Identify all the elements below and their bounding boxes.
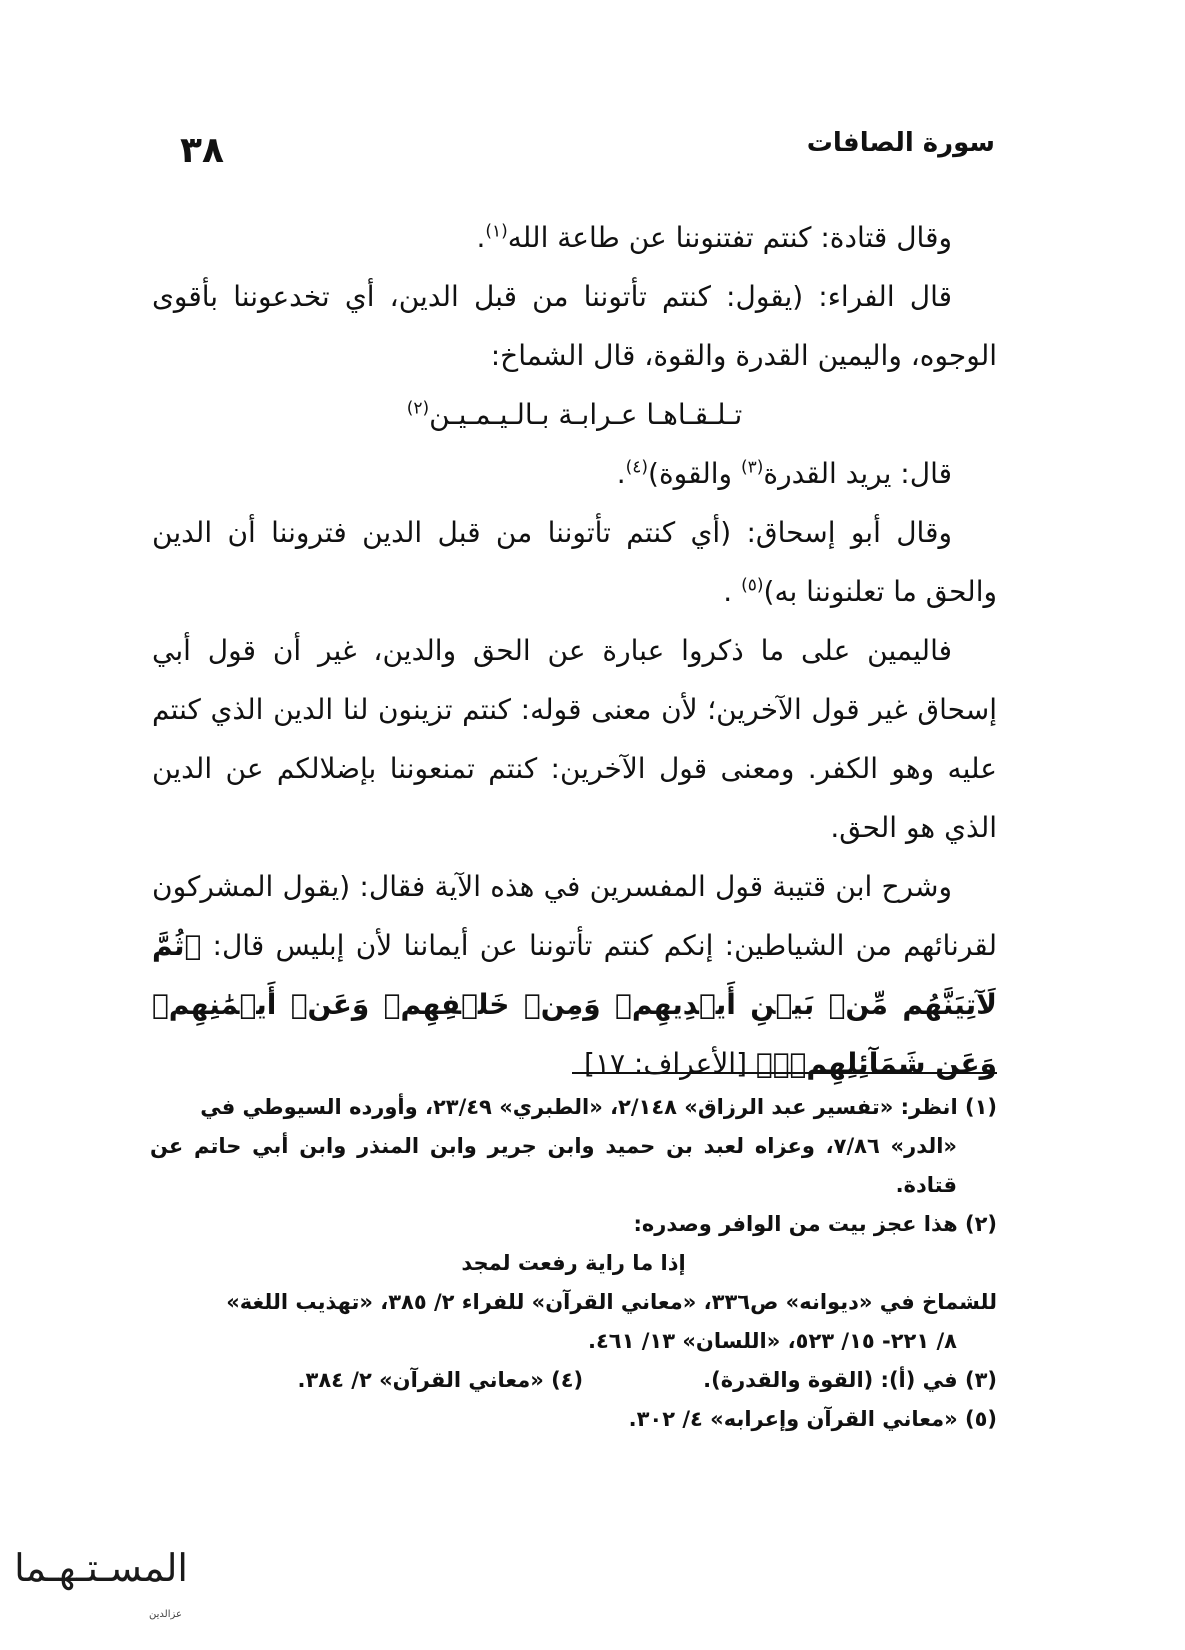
surah-title: سورة الصافات bbox=[806, 128, 995, 158]
footnotes bbox=[150, 1088, 997, 1439]
paragraph-text: قال: يريد القدرة bbox=[763, 457, 952, 490]
footnote-ref: (٣) bbox=[740, 457, 764, 478]
footnote-5: (٥) «معاني القرآن وإعرابه» ٤/ ٣٠٢. bbox=[628, 1407, 997, 1431]
footnote-2-continuation: ٨/ ٢٢١- ١٥/ ٥٢٣، «اللسان» ١٣/ ٤٦١. bbox=[587, 1329, 957, 1353]
footnote-ref: (١) bbox=[485, 221, 508, 242]
footnote-3-4 bbox=[150, 1361, 997, 1400]
paragraph-abu-ishaq bbox=[152, 503, 997, 621]
paragraph-end: . bbox=[476, 221, 486, 254]
page-header bbox=[150, 122, 1035, 182]
footnote-line: (١) انظر: «تفسير عبد الرزاق» ٢/١٤٨، «الطبري» ٢٣/٤٩، وأورده السيوطي في bbox=[200, 1095, 997, 1119]
paragraph-text: والقوة) bbox=[648, 457, 741, 490]
footnote-2-verse: إذا ما راية رفعت لمجد bbox=[461, 1251, 686, 1275]
verse-reference: [الأعراف: ١٧] bbox=[584, 1047, 747, 1080]
verse-text: تـلـقـاهـا عـرابـة بـالـيـمـيـن bbox=[429, 398, 743, 431]
footnote-1-continuation: «الدر» ٧/٨٦، وعزاه لعبد بن حميد وابن جرير وابن المنذر وابن أبي حاتم عن قتادة. bbox=[150, 1134, 957, 1197]
paragraph-meaning bbox=[152, 444, 997, 503]
paragraph-qatada bbox=[152, 208, 997, 267]
paragraph-text: وشرح ابن قتيبة قول المفسرين في هذه الآية فقال: (يقول المشركون لقرنائهم من الشياطين: إنكم كنتم تأتوننا عن أيماننا لأن إبليس قال: bbox=[152, 870, 997, 962]
footnote-1 bbox=[150, 1088, 997, 1127]
footnote-3: (٣) في (أ): (القوة والقدرة). bbox=[703, 1368, 997, 1392]
footnote-2: (٢) هذا عجز بيت من الوافر وصدره: bbox=[633, 1212, 997, 1236]
paragraph-line-1: قال الفراء: (يقول: كنتم تأتوننا من قبل الدين، أي تخدعوننا بأقوى bbox=[152, 280, 952, 313]
footnote-ref: (٢) bbox=[406, 398, 430, 419]
paragraph-line-2: الوجوه، واليمين القدرة والقوة، قال الشماخ: bbox=[490, 339, 997, 372]
footnote-ref: (٤) bbox=[625, 457, 649, 478]
publisher-logo bbox=[14, 1540, 188, 1620]
paragraph-line-2: والحق ما تعلنوننا به) bbox=[763, 575, 997, 608]
footnote-ref: (٥) bbox=[741, 575, 764, 596]
paragraph-text: وقال قتادة: كنتم تفتنوننا عن طاعة الله bbox=[507, 221, 952, 254]
main-text bbox=[152, 208, 997, 1093]
poetry-verse bbox=[152, 385, 997, 444]
footnote-2-source: للشماخ في «ديوانه» ص٣٣٦، «معاني القرآن» للفراء ٢/ ٣٨٥، «تهذيب اللغة» bbox=[226, 1290, 997, 1314]
paragraph-end: . bbox=[616, 457, 626, 490]
paragraph-farra bbox=[152, 267, 997, 385]
paragraph-line-1: وقال أبو إسحاق: (أي كنتم تأتوننا من قبل الدين فتروننا أن الدين bbox=[152, 516, 952, 549]
logo-calligraphy: المسـتـهـما bbox=[14, 1546, 188, 1590]
footnote-separator bbox=[572, 1072, 997, 1074]
footnote-4: (٤) «معاني القرآن» ٢/ ٣٨٤. bbox=[297, 1368, 584, 1392]
page-number: ٣٨ bbox=[180, 130, 224, 171]
paragraph-end: . bbox=[723, 575, 742, 608]
quran-verse: ﴿ثُمَّ لَآتِيَنَّهُم مِّنۢ بَيۡنِ أَيۡدِيهِمۡ وَمِنۡ خَلۡفِهِمۡ وَعَنۡ أَيۡمَٰنِهِمۡ وَعَن شَمَآئِلِهِمۡۖ﴾ bbox=[152, 929, 997, 1080]
paragraph-ibn-qutayba bbox=[152, 857, 997, 1093]
paragraph-yamin: فاليمين على ما ذكروا عبارة عن الحق والدين، غير أن قول أبي إسحاق غير قول الآخرين؛ لأن معنى قوله: كنتم تزينون لنا الدين الذي كنتم عليه وهو الكفر. ومعنى قول الآخرين: كنتم تمنعوننا بإضلالكم عن الدين الذي هو الحق. bbox=[152, 634, 997, 844]
logo-subtext: عزالدين bbox=[149, 1609, 182, 1620]
